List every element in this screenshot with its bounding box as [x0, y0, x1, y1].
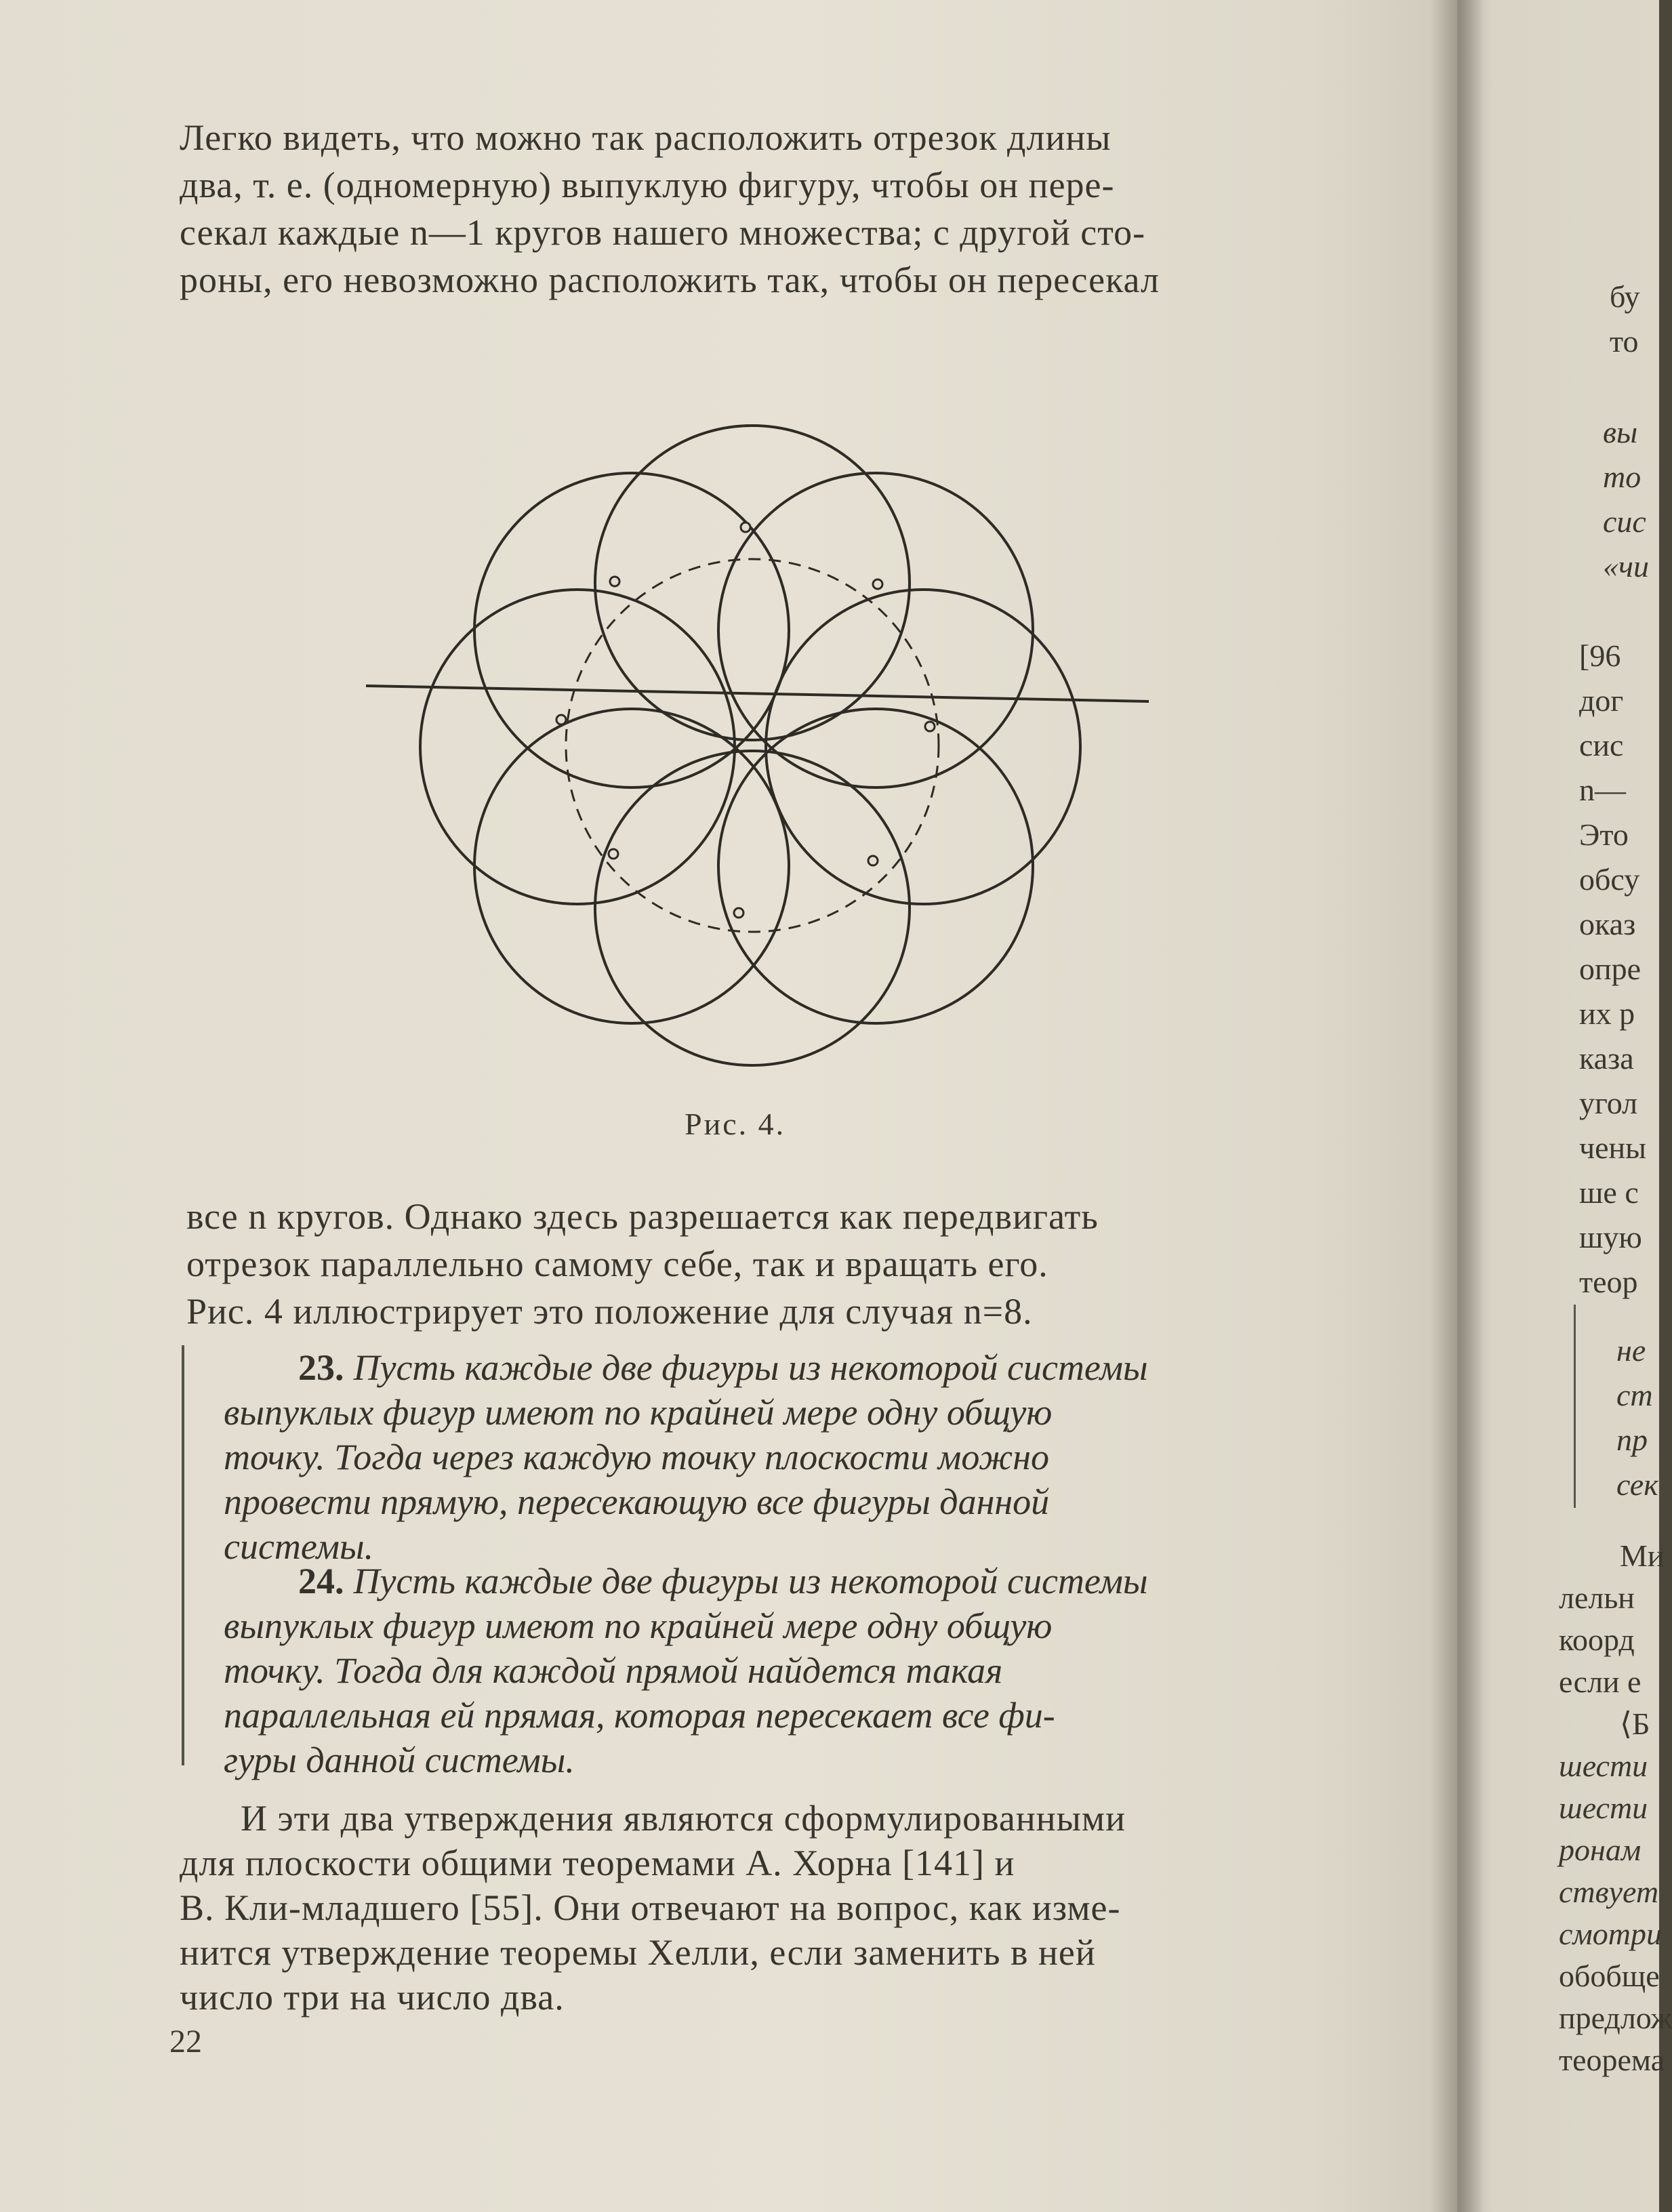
paragraph-bottom — [180, 1796, 1298, 2020]
text-fragment: вы — [1603, 415, 1638, 449]
text-fragment: теорема — [1559, 2043, 1665, 2077]
text-line: Легко видеть, что можно так расположить отрезок длины — [180, 117, 1112, 158]
text-fragment: бу — [1610, 279, 1640, 314]
right-page-boxed — [1616, 1328, 1658, 1507]
text-fragment: каза — [1579, 1041, 1634, 1076]
text-fragment: дог — [1579, 683, 1624, 718]
text-fragment: опре — [1579, 951, 1642, 986]
theorem-line: гуры данной системы. — [224, 1740, 575, 1780]
text-fragment: сис — [1579, 728, 1624, 762]
text-fragment: лельн — [1559, 1580, 1635, 1615]
center-point — [873, 579, 882, 589]
center-point — [609, 849, 618, 859]
text-line: число три на число два. — [180, 1977, 565, 2018]
text-fragment: ствует — [1559, 1875, 1659, 1909]
text-line: нится утверждение теоремы Хелли, если заменить в ней — [180, 1932, 1096, 1973]
theorem-line: выпуклых фигур имеют по крайней мере одну общую — [224, 1605, 1053, 1646]
text-line: Рис. 4 иллюстрирует это положение для случая n=8. — [186, 1291, 1033, 1332]
text-fragment: шести — [1559, 1790, 1648, 1825]
theorem-line: выпуклых фигур имеют по крайней мере одну общую — [224, 1392, 1053, 1433]
text-fragment: то — [1610, 324, 1639, 359]
theorem-line — [224, 1559, 1349, 1603]
text-fragment: чены — [1579, 1130, 1647, 1165]
text-fragment: сек — [1616, 1467, 1658, 1502]
text-fragment: не — [1616, 1333, 1646, 1368]
figure-caption: Рис. 4. — [685, 1107, 786, 1141]
text-fragment: если е — [1559, 1664, 1642, 1699]
text-line: отрезок параллельно самому себе, так и вращать его. — [186, 1244, 1048, 1284]
text-fragment: n— — [1579, 773, 1626, 807]
book-gutter — [1430, 0, 1484, 2212]
text-line: для плоскости общими теоремами А. Хорна [141] и — [180, 1843, 1015, 1883]
text-fragment: обобще — [1559, 1959, 1660, 1993]
text-line: секал каждые n—1 кругов нашего множества; с другой сто- — [180, 212, 1146, 253]
text-fragment: коорд — [1559, 1622, 1635, 1657]
text-fragment: «чи — [1603, 549, 1649, 583]
text-fragment: то — [1603, 459, 1642, 494]
text-line: два, т. е. (одномерную) выпуклую фигуру, чтобы он пере- — [180, 165, 1115, 205]
text-fragment: ⟨Б — [1620, 1706, 1650, 1741]
text-line: И эти два утверждения являются сформулированными — [241, 1798, 1126, 1839]
theorem-text: Пусть каждые две фигуры из некоторой системы — [353, 1561, 1148, 1601]
theorem-line: точку. Тогда для каждой прямой найдется такая — [224, 1650, 1003, 1691]
text-fragment: их р — [1579, 996, 1635, 1031]
right-page-bottom — [1559, 1535, 1672, 2081]
text-fragment: пр — [1616, 1422, 1648, 1457]
dashed-circle — [566, 559, 939, 932]
text-line: В. Кли-младшего [55]. Они отвечают на вопрос, как изме- — [180, 1887, 1121, 1928]
theorem-number: 24. — [298, 1561, 344, 1601]
right-theorem-bar — [1574, 1305, 1576, 1508]
text-fragment: смотри — [1559, 1917, 1662, 1951]
text-fragment: Ми — [1620, 1538, 1665, 1573]
right-page-middle — [1579, 634, 1646, 1305]
theorem-line: параллельная ей прямая, которая пересекает все фи- — [224, 1695, 1055, 1736]
text-fragment: ронам — [1559, 1832, 1642, 1867]
center-point — [556, 715, 566, 724]
text-fragment: ше с — [1579, 1175, 1639, 1210]
center-point — [868, 856, 878, 865]
right-page-top — [1610, 274, 1640, 364]
paragraph-top — [180, 114, 1359, 304]
circle — [420, 590, 735, 904]
theorem-line: провести прямую, пересекающую все фигуры данной — [224, 1481, 1050, 1522]
text-fragment: шести — [1559, 1748, 1648, 1783]
figure-circles — [352, 339, 1166, 1091]
theorem-margin-bar — [182, 1345, 184, 1765]
circle — [595, 751, 910, 1065]
theorem-line — [224, 1345, 1349, 1390]
text-fragment: теор — [1579, 1265, 1638, 1299]
text-fragment: предлож — [1559, 2001, 1672, 2035]
paragraph-middle — [186, 1193, 1311, 1335]
text-fragment: угол — [1579, 1086, 1638, 1120]
theorem-23 — [224, 1345, 1349, 1569]
theorem-line: точку. Тогда через каждую точку плоскости можно — [224, 1437, 1050, 1477]
secant-line — [366, 686, 1149, 701]
right-page-italic — [1603, 410, 1649, 589]
text-fragment: Это — [1579, 817, 1629, 852]
theorem-24 — [224, 1559, 1349, 1782]
text-fragment: ст — [1616, 1378, 1653, 1412]
theorem-text: Пусть каждые две фигуры из некоторой системы — [353, 1347, 1148, 1388]
text-fragment: оказ — [1579, 907, 1636, 941]
text-fragment: обсу — [1579, 862, 1640, 897]
center-point — [610, 577, 619, 586]
theorem-line: системы. — [224, 1526, 374, 1567]
text-line: роны, его невозможно расположить так, чтобы он пересекал — [180, 260, 1160, 300]
theorem-number: 23. — [298, 1347, 344, 1388]
center-point — [925, 722, 935, 731]
text-line: все n кругов. Однако здесь разрешается как передвигать — [186, 1196, 1099, 1237]
text-fragment: шую — [1579, 1220, 1642, 1254]
circle — [474, 709, 789, 1023]
text-fragment: [96 — [1579, 638, 1621, 673]
page-number: 22 — [169, 2024, 202, 2060]
center-point — [741, 523, 750, 532]
text-fragment: сис — [1603, 504, 1646, 539]
center-point — [734, 908, 743, 918]
